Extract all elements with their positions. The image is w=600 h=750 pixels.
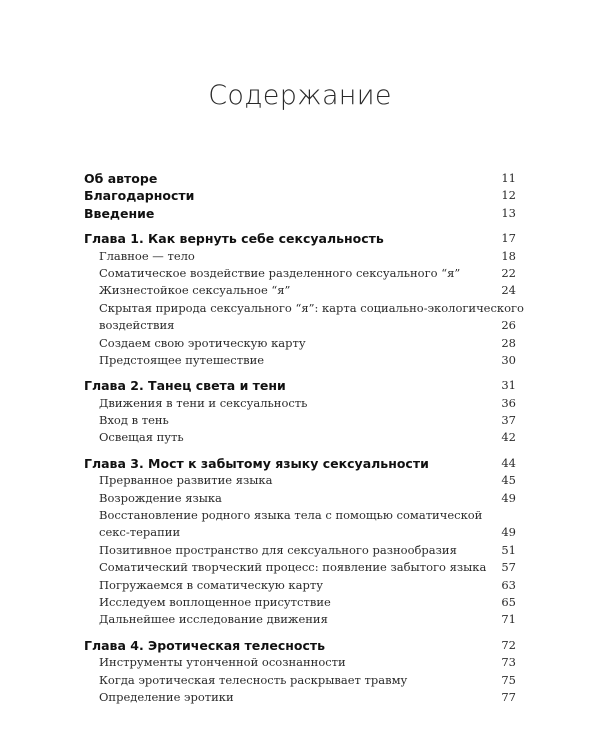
toc-section-label: Предстоящее путешествие <box>99 352 265 367</box>
toc-chapter-3 <box>84 455 516 472</box>
toc-entry-acknowledgements <box>84 187 516 204</box>
toc-section <box>84 490 516 507</box>
toc-section <box>84 300 524 335</box>
toc-section <box>84 335 516 352</box>
toc-section-label: Позитивное пространство для сексуального разнообразия <box>99 542 457 557</box>
toc-chapter-2 <box>84 377 516 394</box>
toc-section <box>84 412 516 429</box>
toc-section <box>84 472 516 489</box>
toc-page-number: 72 <box>501 637 516 652</box>
toc-page-number: 71 <box>501 612 516 627</box>
toc-page-number: 44 <box>501 455 516 470</box>
toc-page-number: 49 <box>501 525 516 540</box>
toc-page-number: 11 <box>501 171 516 185</box>
toc-chapter-title: Глава 2. Танец света и тени <box>84 378 286 394</box>
toc-section-label-line-2: воздействия <box>99 318 175 333</box>
toc-section-label: Соматическое воздействие разделенного сексуального “я” <box>99 265 461 280</box>
toc-section-label: Исследуем воплощенное присутствие <box>99 595 331 610</box>
toc-chapter-title: Глава 3. Мост к забытому языку сексуальности <box>84 455 429 471</box>
toc-entry-label: Введение <box>84 205 155 221</box>
toc-section-label-line-1: Скрытая природа сексуального “я”: карта социально-экологического <box>99 300 524 315</box>
toc-page-number: 30 <box>501 352 516 367</box>
page-title: Содержание <box>208 80 392 111</box>
toc-page-number: 75 <box>501 672 516 687</box>
toc-section-label: Погружаемся в соматическую карту <box>99 577 323 592</box>
toc-chapter-title: Глава 4. Эротическая телесность <box>84 637 326 653</box>
toc-section-label: Прерванное развитие языка <box>99 473 273 488</box>
toc-section <box>84 507 516 542</box>
toc-chapter-1 <box>84 230 516 247</box>
toc-page-number: 17 <box>501 231 516 246</box>
toc-section <box>84 577 516 594</box>
toc-section <box>84 542 516 559</box>
toc-section-label: Создаем свою эротическую карту <box>99 335 306 350</box>
toc-section <box>84 429 516 446</box>
toc-page-number: 51 <box>501 542 516 557</box>
toc-section-label <box>99 300 524 335</box>
toc-section-label: Главное — тело <box>99 248 195 263</box>
toc-section-label: Инструменты утонченной осознанности <box>99 655 346 670</box>
toc-section-label <box>99 507 482 542</box>
toc-section <box>84 559 516 576</box>
toc-page-number: 12 <box>501 188 516 203</box>
toc-section-label: Соматический творческий процесс: появление забытого языка <box>99 560 487 575</box>
toc-chapter-title: Глава 1. Как вернуть себе сексуальность <box>84 231 384 247</box>
toc-section-label-line-2: секс-терапии <box>99 525 181 540</box>
toc-section <box>84 672 516 689</box>
toc-section <box>84 248 516 265</box>
toc-section <box>84 282 516 299</box>
toc-section-label: Вход в тень <box>99 413 169 428</box>
toc-page-number: 18 <box>501 248 516 263</box>
toc-page-number: 45 <box>501 473 516 488</box>
toc-page-number: 37 <box>501 413 516 428</box>
toc-section <box>84 594 516 611</box>
toc-section-label: Возрождение языка <box>99 490 222 505</box>
toc-page-number: 57 <box>501 560 516 575</box>
toc-entry-about-author <box>84 170 516 187</box>
toc-page-number: 31 <box>501 378 516 393</box>
toc-chapter-4 <box>84 637 516 654</box>
table-of-contents <box>84 170 524 706</box>
toc-section-label-line-1: Восстановление родного языка тела с помощью соматической <box>99 508 483 523</box>
toc-entry-label: Благодарности <box>84 188 195 204</box>
toc-section-label: Когда эротическая телесность раскрывает травму <box>99 672 408 687</box>
toc-page-number: 65 <box>501 595 516 610</box>
toc-section-label: Жизнестойкое сексуальное “я” <box>99 283 291 298</box>
toc-section <box>84 689 516 706</box>
toc-section <box>84 265 516 282</box>
toc-page-number: 36 <box>501 395 516 410</box>
toc-page-number: 28 <box>501 335 516 350</box>
toc-page-number: 73 <box>501 655 516 670</box>
toc-section <box>84 654 516 671</box>
toc-section-label: Определение эротики <box>99 689 234 704</box>
toc-page-number: 42 <box>501 430 516 445</box>
toc-entry-label: Об авторе <box>84 171 158 186</box>
toc-section-label: Дальнейшее исследование движения <box>99 612 328 627</box>
toc-section-label: Движения в тени и сексуальность <box>99 395 308 410</box>
toc-page-number: 49 <box>501 490 516 505</box>
toc-page-number: 63 <box>501 577 516 592</box>
toc-section <box>84 352 516 369</box>
toc-section <box>84 395 516 412</box>
toc-page-number: 22 <box>501 265 516 280</box>
toc-page-number: 26 <box>501 318 516 333</box>
toc-page-number: 24 <box>501 283 516 298</box>
toc-section-label: Освещая путь <box>99 430 184 445</box>
toc-section <box>84 611 516 628</box>
toc-entry-introduction <box>84 205 516 222</box>
toc-page-number: 77 <box>501 689 516 704</box>
toc-page-number: 13 <box>501 205 516 220</box>
